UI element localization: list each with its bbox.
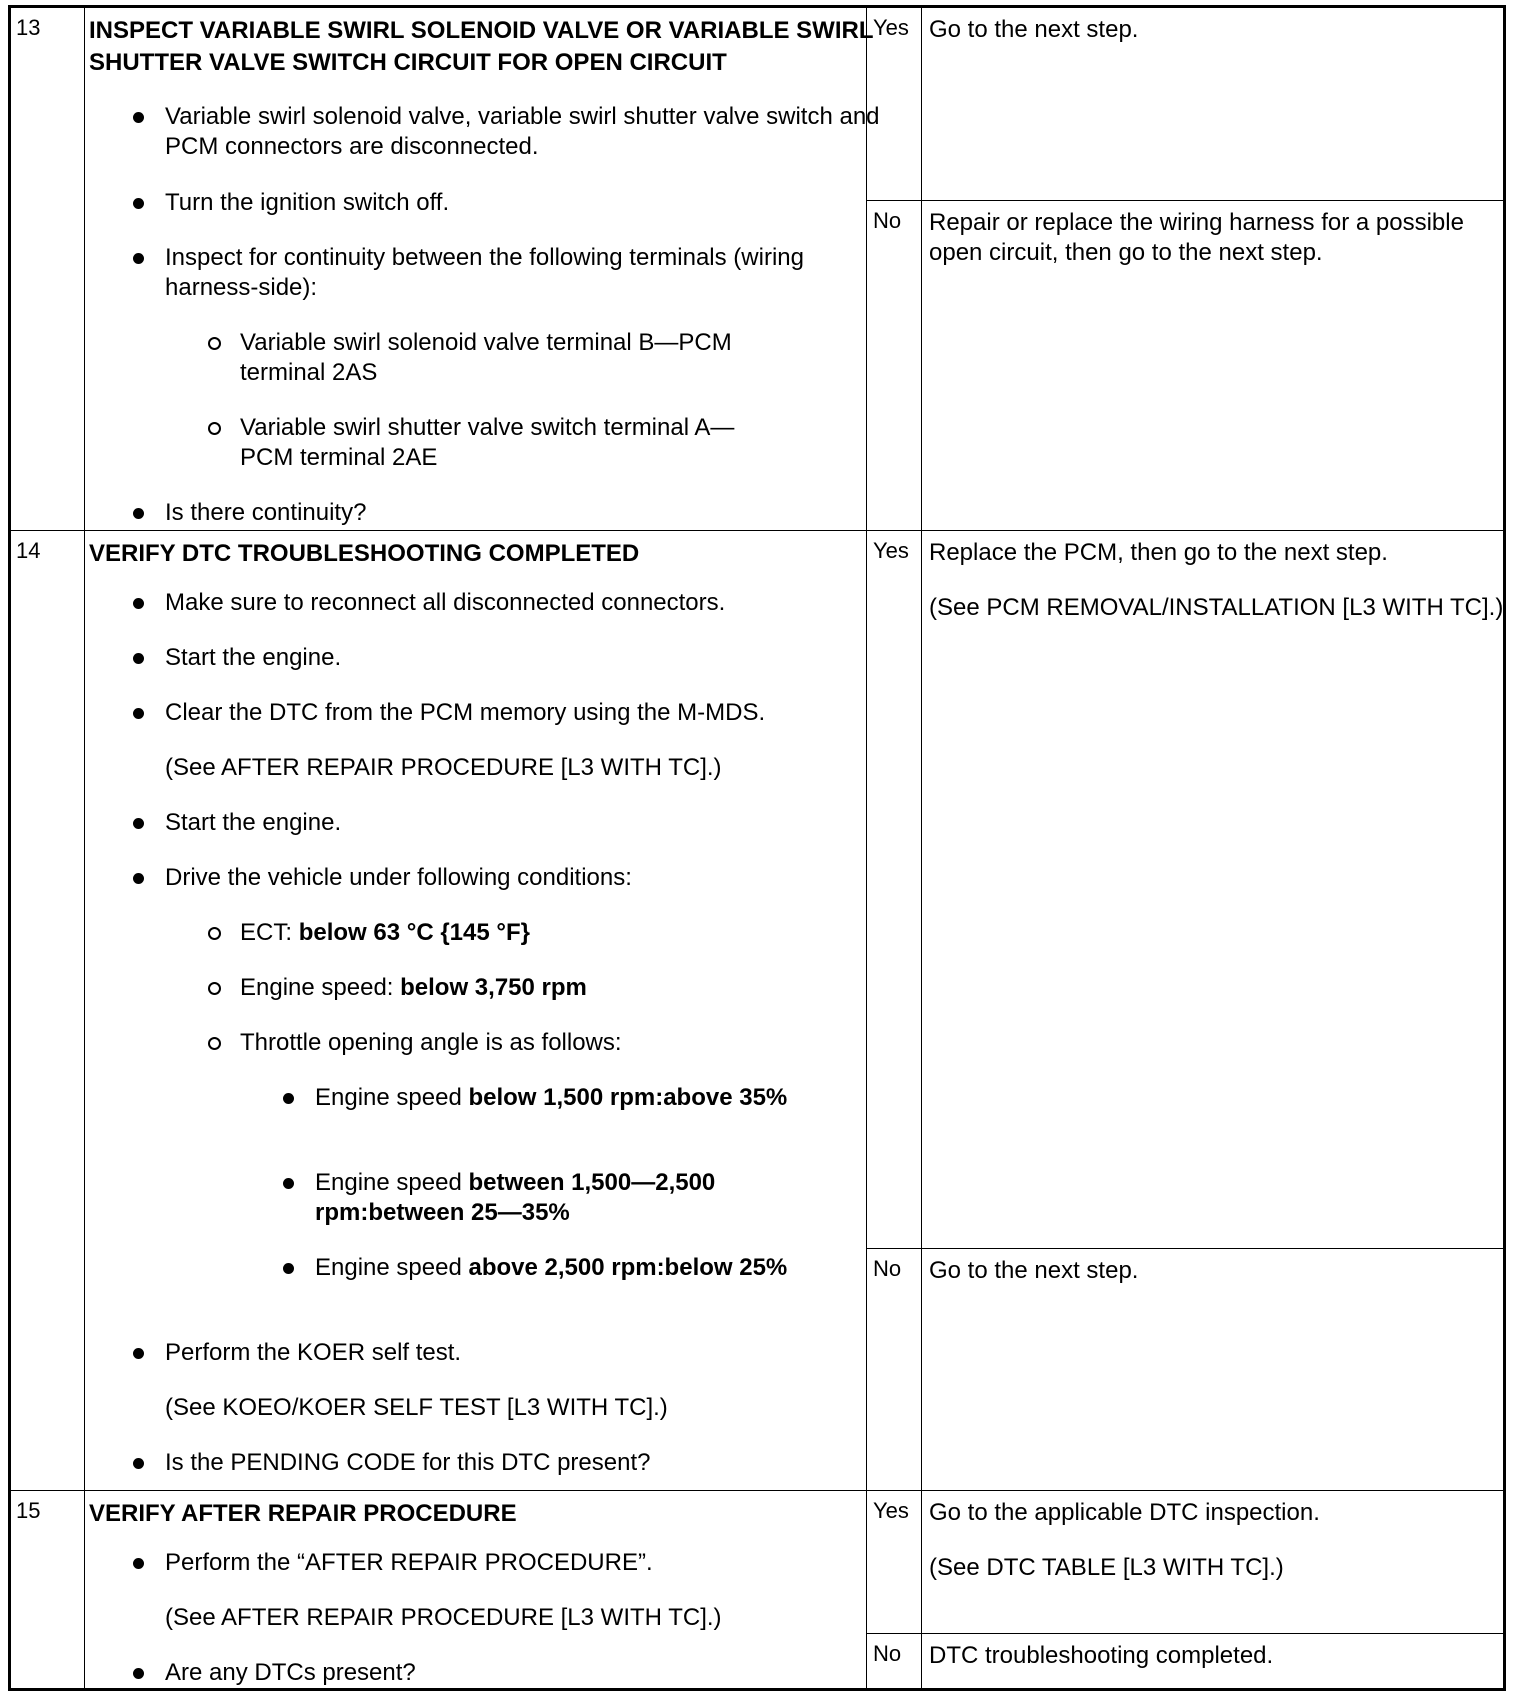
step-subitem (240, 973, 960, 1003)
condition-value: above 2,500 rpm:below 25% (468, 1254, 788, 1281)
condition-label: Engine speed (315, 1254, 469, 1281)
yes-action: Go to the applicable DTC inspection. (929, 1499, 1320, 1526)
step-number: 15 (16, 1498, 41, 1523)
step-title: INSPECT VARIABLE SWIRL SOLENOID VALVE OR VARIABLE SWIRL SHUTTER VALVE SWITCH CIRCUIT FOR OPEN CIRCUIT (89, 17, 874, 76)
condition-value: below 1,500 rpm:above 35% (468, 1084, 788, 1111)
step-reference: (See AFTER REPAIR PROCEDURE [L3 WITH TC].) (165, 1604, 722, 1631)
yes-label: Yes (873, 538, 909, 563)
step-item: Inspect for continuity between the following terminals (wiring harness-side): (165, 243, 885, 303)
no-label: No (873, 1256, 902, 1281)
step-item: Variable swirl solenoid valve, variable swirl shutter valve switch and PCM connectors are disconnected. (165, 102, 885, 162)
step-13-row (11, 8, 1503, 531)
step-subsubitem (315, 1168, 795, 1228)
no-action: DTC troubleshooting completed. (929, 1642, 1274, 1669)
step-14-row (11, 531, 1503, 1491)
no-label: No (873, 1641, 902, 1666)
condition-value: between 1,500—2,500 rpm:between 25—35% (315, 1169, 716, 1226)
step-subsubitem (315, 1253, 795, 1283)
troubleshooting-table (8, 5, 1506, 1691)
condition-label: Engine speed (315, 1084, 469, 1111)
step-subitem (240, 918, 960, 948)
condition-label: Engine speed: (240, 974, 401, 1001)
step-subitem: Throttle opening angle is as follows: (240, 1028, 960, 1058)
step-item: Clear the DTC from the PCM memory using the M-MDS. (165, 698, 885, 728)
step-number: 13 (16, 15, 41, 40)
step-item: Make sure to reconnect all disconnected connectors. (165, 588, 885, 618)
step-item: Is the PENDING CODE for this DTC present? (165, 1448, 885, 1478)
step-item: Start the engine. (165, 808, 885, 838)
step-subsubitem (315, 1083, 795, 1113)
condition-value: below 3,750 rpm (400, 974, 587, 1001)
step-title: VERIFY DTC TROUBLESHOOTING COMPLETED (89, 540, 640, 567)
step-reference: (See KOEO/KOER SELF TEST [L3 WITH TC].) (165, 1394, 668, 1421)
step-item: Are any DTCs present? (165, 1658, 885, 1688)
step-item: Turn the ignition switch off. (165, 188, 885, 218)
step-item: Is there continuity? (165, 498, 885, 528)
no-label: No (873, 208, 902, 233)
step-item: Drive the vehicle under following conditions: (165, 863, 885, 893)
step-subitem: Variable swirl shutter valve switch terminal A—PCM terminal 2AE (240, 413, 760, 473)
no-action: Repair or replace the wiring harness for a possible open circuit, then go to the next step. (929, 209, 1464, 266)
yes-action: Go to the next step. (929, 16, 1139, 43)
condition-label: ECT: (240, 919, 299, 946)
step-subitem: Variable swirl solenoid valve terminal B—PCM terminal 2AS (240, 328, 760, 388)
step-reference: (See AFTER REPAIR PROCEDURE [L3 WITH TC].) (165, 754, 722, 781)
yes-action-reference: (See PCM REMOVAL/INSTALLATION [L3 WITH TC].) (929, 594, 1504, 621)
no-action: Go to the next step. (929, 1257, 1139, 1284)
step-15-row (11, 1491, 1503, 1688)
yes-label: Yes (873, 1498, 909, 1523)
yes-label: Yes (873, 15, 909, 40)
yes-action-reference: (See DTC TABLE [L3 WITH TC].) (929, 1554, 1284, 1581)
step-title: VERIFY AFTER REPAIR PROCEDURE (89, 1500, 517, 1527)
step-item: Perform the KOER self test. (165, 1338, 885, 1368)
condition-value: below 63 °C {145 °F} (298, 919, 530, 946)
step-item: Start the engine. (165, 643, 885, 673)
condition-label: Engine speed (315, 1169, 469, 1196)
step-number: 14 (16, 538, 41, 563)
yes-action: Replace the PCM, then go to the next step. (929, 539, 1388, 566)
step-item: Perform the “AFTER REPAIR PROCEDURE”. (165, 1548, 885, 1578)
